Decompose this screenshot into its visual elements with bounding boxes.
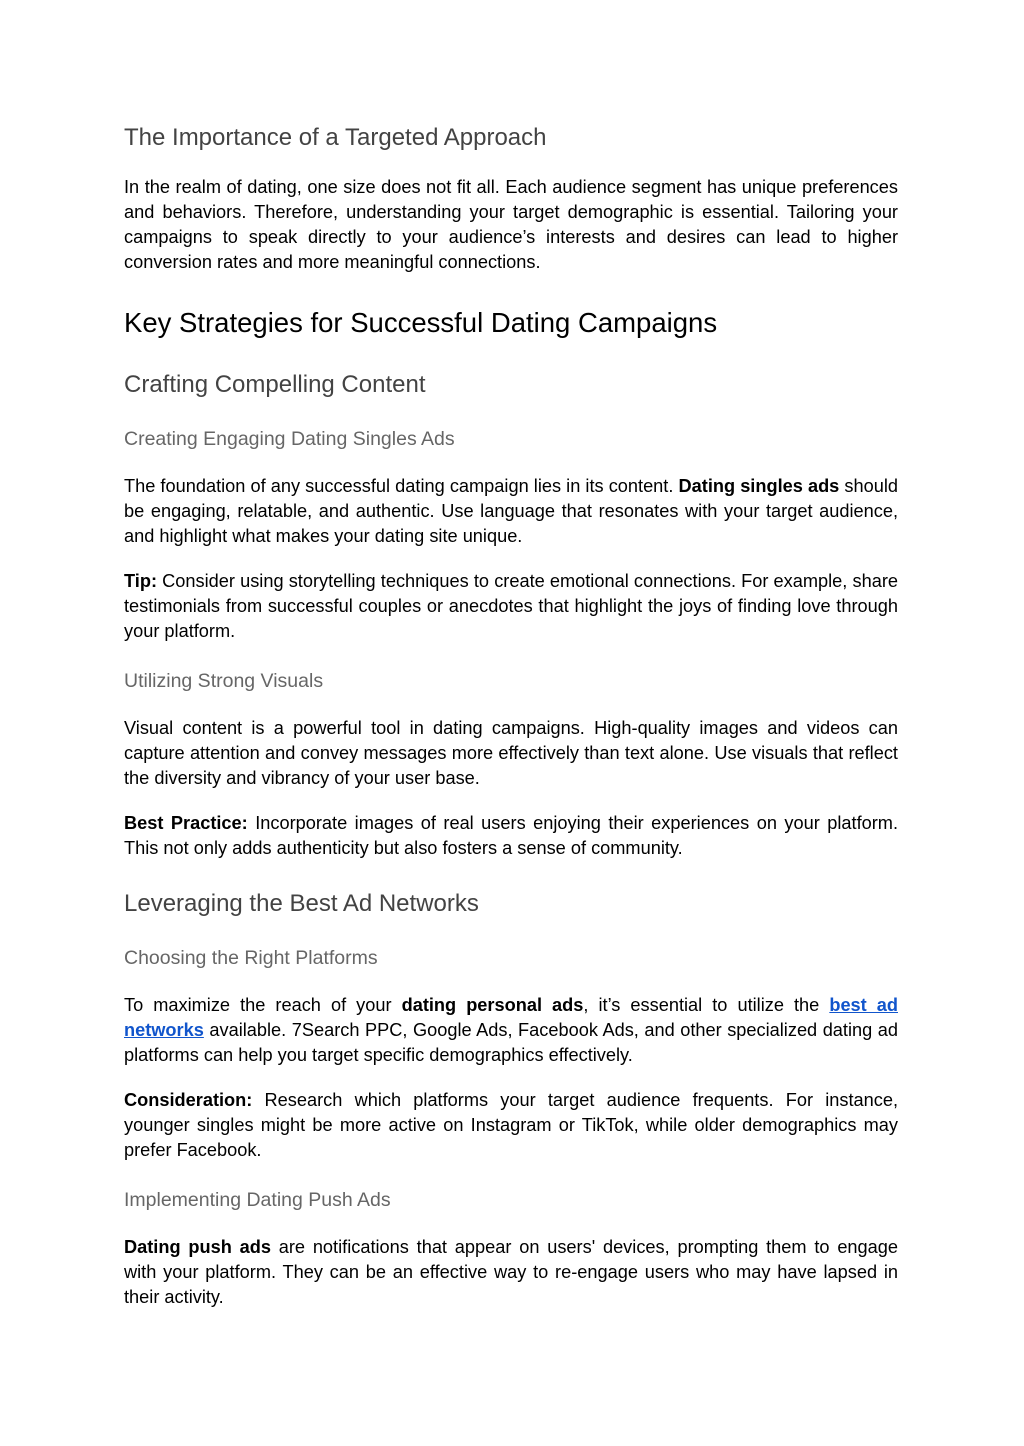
consideration-label: Consideration: [124,1090,253,1110]
best-practice-text: Incorporate images of real users enjoying their experiences on your platform. This not only adds authenticity but also fosters a sense of community. [124,813,899,858]
heading-key-strategies: Key Strategies for Successful Dating Campaigns [124,307,718,338]
tip-text: Consider using storytelling techniques to create emotional connections. For example, share testimonials from successful couples or anecdotes that highlight the joys of finding love through your platform. [124,571,898,641]
consideration-text: Research which platforms your target audience frequents. For instance, younger singles might be more active on Instagram or TikTok, while older demographics may prefer Facebook. [124,1090,898,1160]
paragraph-right-platforms [124,993,898,1068]
best-practice-label: Best Practice: [124,813,248,833]
heading-targeted-approach: The Importance of a Targeted Approach [124,124,547,151]
text-run: To maximize the reach of your [124,995,402,1015]
paragraph-targeted-approach: In the realm of dating, one size does not fit all. Each audience segment has unique preferences and behaviors. Therefore, understanding your target demographic is essential. Tailoring your campaigns to speak directly to your audience’s interests and desires can lead to higher conversion rates and more meaningful connections. [124,177,898,272]
tip-label: Tip: [124,571,158,591]
text-run: are notifications that appear on users' devices, prompting them to engage with your platform. They can be an effective way to re-engage users who may have lapsed in their activity. [124,1237,899,1307]
heading-compelling-content: Crafting Compelling Content [124,371,426,398]
text-run: should be engaging, relatable, and authentic. Use language that resonates with your target audience, and highlight what makes your dating site unique. [124,476,898,546]
paragraph-best-practice [124,811,898,861]
heading-push-ads: Implementing Dating Push Ads [124,1189,391,1211]
heading-best-ad-networks: Leveraging the Best Ad Networks [124,890,479,917]
heading-engaging-singles-ads: Creating Engaging Dating Singles Ads [124,428,455,450]
heading-right-platforms: Choosing the Right Platforms [124,947,378,969]
best-ad-networks-link[interactable]: best ad networks [124,995,898,1040]
paragraph-consideration [124,1088,898,1163]
keyword-dating-personal-ads: dating personal ads [401,995,584,1015]
keyword-dating-singles-ads: Dating singles ads [678,476,840,496]
paragraph-strong-visuals: Visual content is a powerful tool in dating campaigns. High-quality images and videos can capture attention and convey messages more effectively than text alone. Use visuals that reflect the diversity and vibrancy of your user base. [124,718,898,788]
paragraph-tip [124,569,898,644]
text-run: The foundation of any successful dating campaign lies in its content. [124,476,679,496]
text-run: available. 7Search PPC, Google Ads, Facebook Ads, and other specialized dating ad platforms can help you target specific demographics effectively. [124,1020,898,1065]
keyword-dating-push-ads: Dating push ads [124,1237,271,1257]
text-run: , it’s essential to utilize the [583,995,830,1015]
paragraph-engaging-singles-ads [124,474,898,549]
paragraph-push-ads [124,1235,898,1310]
heading-strong-visuals: Utilizing Strong Visuals [124,670,324,692]
